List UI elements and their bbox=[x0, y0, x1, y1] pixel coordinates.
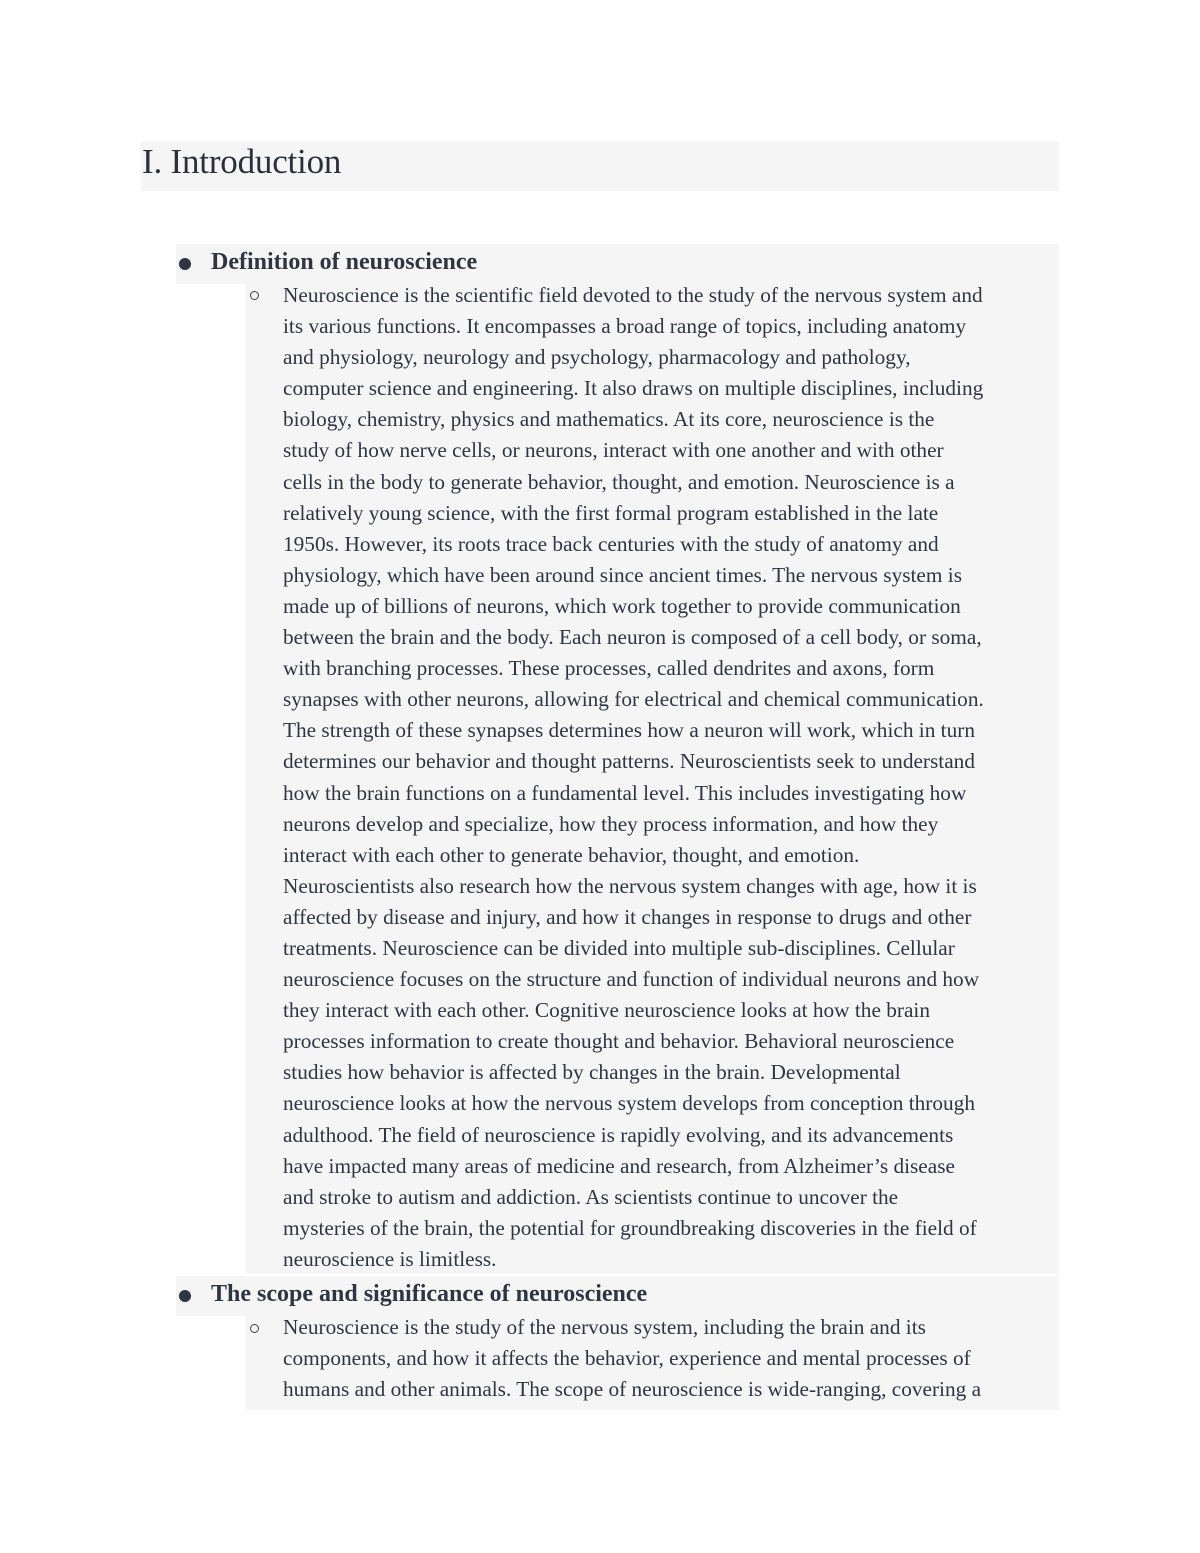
paragraph-line: between the brain and the body. Each neuron is composed of a cell body, or soma, bbox=[283, 625, 982, 650]
paragraph-line: they interact with each other. Cognitive neuroscience looks at how the brain bbox=[283, 998, 930, 1023]
paragraph-line: cells in the body to generate behavior, thought, and emotion. Neuroscience is a bbox=[283, 469, 955, 494]
paragraph-line: made up of billions of neurons, which work together to provide communication bbox=[283, 593, 961, 618]
sub-bullet-circle-icon bbox=[250, 291, 259, 300]
paragraph-line: determines our behavior and thought patterns. Neuroscientists seek to understand bbox=[283, 749, 975, 774]
paragraph-line: have impacted many areas of medicine and research, from Alzheimer’s disease bbox=[283, 1153, 955, 1178]
paragraph-line: with branching processes. These processes, called dendrites and axons, form bbox=[283, 656, 935, 681]
paragraph-line: treatments. Neuroscience can be divided into multiple sub-disciplines. Cellular bbox=[283, 935, 955, 960]
paragraph-line: neurons develop and specialize, how they process information, and how they bbox=[283, 811, 939, 836]
scope-paragraph bbox=[283, 1312, 981, 1405]
paragraph-line: humans and other animals. The scope of neuroscience is wide-ranging, covering a bbox=[283, 1377, 982, 1402]
bullet-title-definition: Definition of neuroscience bbox=[211, 249, 478, 275]
paragraph-line: computer science and engineering. It also draws on multiple disciplines, including bbox=[283, 376, 984, 401]
definition-paragraph bbox=[283, 280, 984, 1275]
paragraph-line: studies how behavior is affected by changes in the brain. Developmental bbox=[283, 1060, 901, 1085]
paragraph-line: mysteries of the brain, the potential for groundbreaking discoveries in the field of bbox=[283, 1215, 977, 1240]
paragraph-line: Neuroscience is the scientific field devoted to the study of the nervous system and bbox=[283, 283, 983, 307]
paragraph-line: Neuroscientists also research how the nervous system changes with age, how it is bbox=[283, 873, 977, 898]
paragraph-line: synapses with other neurons, allowing for electrical and chemical communication. bbox=[283, 687, 984, 712]
paragraph-line: neuroscience looks at how the nervous system develops from conception through bbox=[283, 1091, 975, 1116]
paragraph-line: processes information to create thought and behavior. Behavioral neuroscience bbox=[283, 1029, 955, 1054]
paragraph-line: relatively young science, with the first formal program established in the late bbox=[283, 500, 939, 525]
paragraph-line: Neuroscience is the study of the nervous system, including the brain and its bbox=[283, 1315, 926, 1339]
sub-bullet-circle-icon bbox=[250, 1324, 259, 1333]
paragraph-line: affected by disease and injury, and how it changes in response to drugs and other bbox=[283, 904, 972, 929]
paragraph-line: adulthood. The field of neuroscience is rapidly evolving, and its advancements bbox=[283, 1122, 954, 1147]
paragraph-line: physiology, which have been around since ancient times. The nervous system is bbox=[283, 562, 962, 587]
paragraph-line: its various functions. It encompasses a broad range of topics, including anatomy bbox=[283, 314, 967, 339]
paragraph-line: neuroscience is limitless. bbox=[283, 1246, 497, 1271]
paragraph-line: and physiology, neurology and psychology, pharmacology and pathology, bbox=[283, 345, 911, 370]
paragraph-line: The strength of these synapses determines how a neuron will work, which in turn bbox=[283, 718, 975, 743]
paragraph-line: how the brain functions on a fundamental level. This includes investigating how bbox=[283, 780, 967, 805]
paragraph-line: and stroke to autism and addiction. As scientists continue to uncover the bbox=[283, 1184, 899, 1209]
paragraph-line: neuroscience focuses on the structure and function of individual neurons and how bbox=[283, 967, 980, 992]
paragraph-line: components, and how it affects the behavior, experience and mental processes of bbox=[283, 1346, 971, 1371]
paragraph-line: biology, chemistry, physics and mathematics. At its core, neuroscience is the bbox=[283, 407, 935, 432]
paragraph-line: study of how nerve cells, or neurons, interact with one another and with other bbox=[283, 438, 944, 463]
bullet-dot-icon bbox=[179, 1290, 191, 1302]
bullet-title-scope: The scope and significance of neuroscience bbox=[211, 1281, 648, 1307]
section-heading: I. Introduction bbox=[142, 142, 342, 181]
bullet-dot-icon bbox=[179, 258, 191, 270]
paragraph-line: 1950s. However, its roots trace back centuries with the study of anatomy and bbox=[283, 531, 939, 556]
paragraph-line: interact with each other to generate behavior, thought, and emotion. bbox=[283, 842, 860, 867]
